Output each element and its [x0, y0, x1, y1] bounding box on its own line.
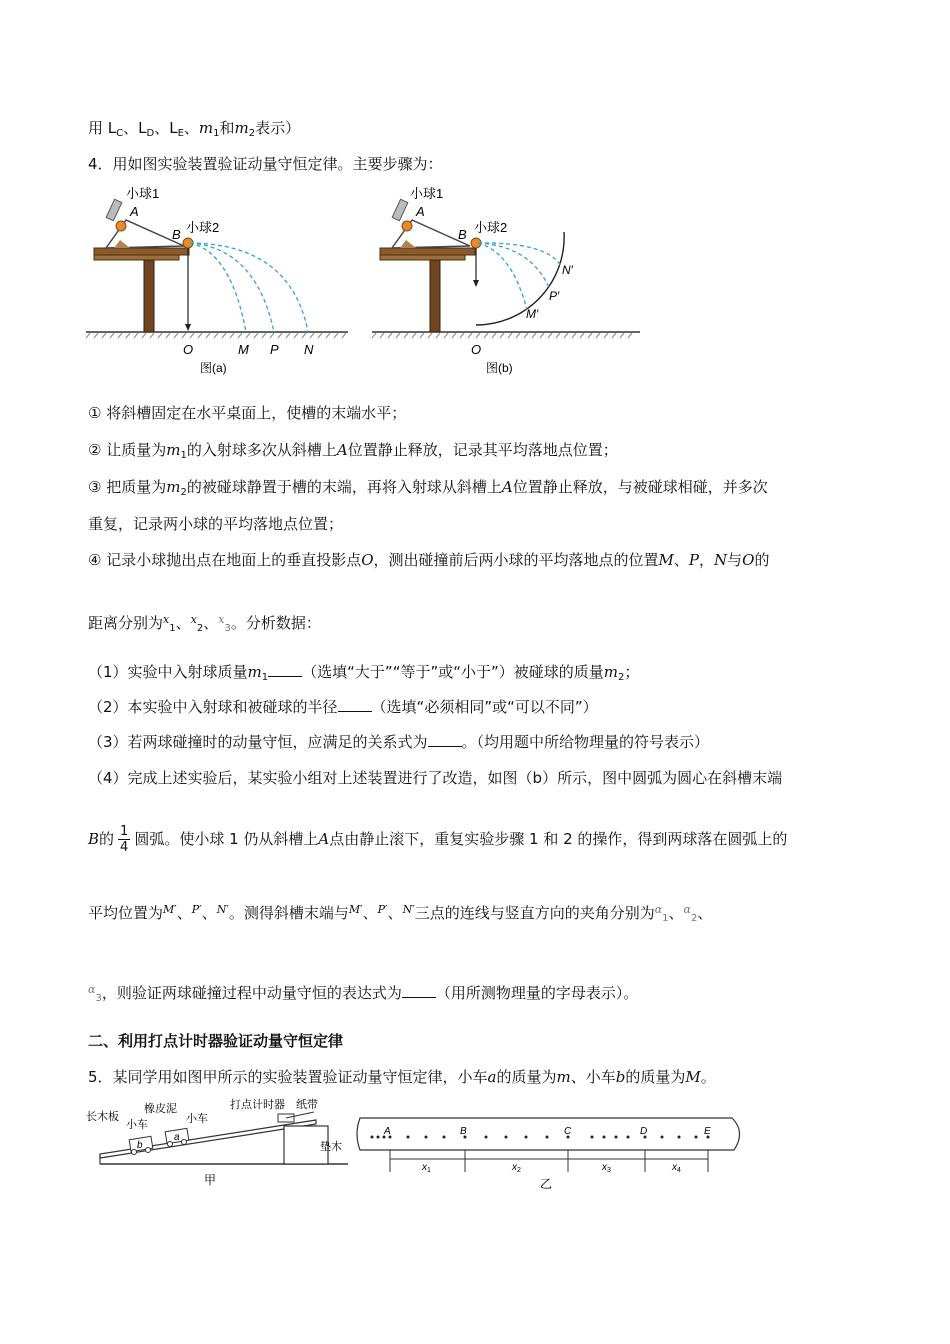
answer-blank-3[interactable] [428, 732, 462, 747]
label-N: N [304, 342, 314, 357]
answer-blank-2[interactable] [338, 697, 372, 712]
step-2: ② 让质量为$m_1$的入射球多次从斜槽上A位置静止释放，记录其平均落地点位置； [88, 441, 618, 461]
caption-jia: 甲 [204, 1173, 217, 1187]
text-line-top: 用 $L_C$、$L_D$、$L_E$、$m_1$和$m_2$表示） [88, 119, 301, 139]
fraction-quarter: $\frac{1}{4}$ [120, 824, 129, 855]
caption-b: 图(b) [486, 361, 513, 375]
label-car-b: 小车 [126, 1119, 148, 1131]
section-2-heading: 二、利用打点计时器验证动量守恒定律 [88, 1032, 344, 1050]
tape-label-C: C [564, 1126, 572, 1137]
sub-question-1: （1）实验中入射球质量$m_1$ （选填“大于”“等于”或“小于”）被碰球的质量$m_2$； [88, 663, 640, 683]
caption-yi: 乙 [540, 1177, 553, 1191]
step-3-line2: 重复，记录两小球的平均落地点位置； [88, 515, 344, 533]
label-x1: $x_1$ [422, 1162, 431, 1174]
step-4: ④ 记录小球抛出点在地面上的垂直投影点O，测出碰撞前后两小球的平均落地点的位置M、P，N与O的 [88, 551, 770, 569]
figure-a [86, 182, 356, 382]
label-O-b: O [471, 342, 482, 357]
answer-blank-1[interactable] [268, 662, 302, 677]
label-board: 长木板 [86, 1111, 119, 1123]
label-small-a: a [174, 1132, 180, 1143]
label-small-b: b [137, 1140, 143, 1151]
average-positions-line: 平均位置为$^{M'}$、$^{P'}$、$^{N'}$。测得斜槽末端与$^{M'}$、$^{P'}$、$^{N'}$三点的连线与竖直方向的夹角分别为$^\alpha_1$、$^\alpha_2$、 [88, 903, 713, 924]
label-A: A [130, 204, 139, 219]
step-3: ③ 把质量为$m_2$的被碰球静置于槽的末端，再将入射球从斜槽上A位置静止释放，与被碰球相碰，并多次 [88, 478, 768, 498]
label-P: P [270, 342, 279, 357]
sub-question-2: （2）本实验中入射球和被碰球的半径 （选填“必须相同”或“可以不同”） [88, 698, 598, 716]
step-1: ① 将斜槽固定在水平桌面上，使槽的末端水平； [88, 404, 407, 422]
label-A-b: A [416, 204, 425, 219]
label-car-a: 小车 [186, 1113, 208, 1125]
figure-b [372, 182, 647, 382]
tape-label-D: D [640, 1126, 648, 1137]
question-4-title: 4．用如图实验装置验证动量守恒定律。主要步骤为： [88, 155, 443, 173]
sub-question-3: （3）若两球碰撞时的动量守恒，应满足的关系式为 。（均用题中所给物理量的符号表示） [88, 733, 710, 751]
label-tape: 纸带 [296, 1099, 318, 1111]
label-B-b: B [458, 227, 467, 242]
label-ball1-b: 小球1 [410, 186, 444, 201]
label-x2: $x_2$ [512, 1162, 521, 1174]
sub-question-4: （4）完成上述实验后，某实验小组对上述装置进行了改造，如图（b）所示，图中圆弧为圆心在斜槽末端 [88, 769, 783, 787]
distance-line: 距离分别为$^x_1$、$^x_2$、$^x_3$。分析数据： [88, 613, 321, 634]
arc-line: B的 $\frac{1}{4}$ 圆弧。使小球 1 仍从斜槽上A点由静止滚下，重复实验步骤 1 和 2 的操作，得到两球落在圆弧上的 [88, 824, 788, 855]
tape-label-A: A [384, 1126, 391, 1137]
label-N-prime: N′ [562, 263, 573, 277]
label-M-prime: M′ [526, 307, 539, 321]
label-putty: 橡皮泥 [144, 1103, 177, 1115]
label-timer: 打点计时器 [230, 1099, 285, 1111]
label-x4: $x_4$ [672, 1162, 681, 1174]
label-x3: $x_3$ [602, 1162, 611, 1174]
caption-a: 图(a) [200, 361, 227, 375]
label-B: B [172, 227, 181, 242]
answer-blank-4[interactable] [402, 983, 436, 998]
tape-label-E: E [704, 1126, 711, 1137]
label-ball2-b: 小球2 [474, 220, 508, 235]
label-ball1: 小球1 [126, 186, 160, 201]
label-M: M [238, 342, 249, 357]
label-O: O [183, 342, 194, 357]
final-expression-line: $^\alpha_3$，则验证两球碰撞过程中动量守恒的表达式为 （用所测物理量的字母表示）。 [88, 983, 639, 1004]
figure-jia [86, 1094, 356, 1194]
figure-yi [356, 1112, 750, 1194]
tape-label-B: B [460, 1126, 467, 1137]
label-ball2: 小球2 [186, 220, 220, 235]
label-block: 垫木 [320, 1141, 342, 1153]
label-P-prime: P′ [549, 289, 560, 303]
question-5: 5．某同学用如图甲所示的实验装置验证动量守恒定律，小车a的质量为m、小车b的质量为M。 [88, 1068, 716, 1086]
